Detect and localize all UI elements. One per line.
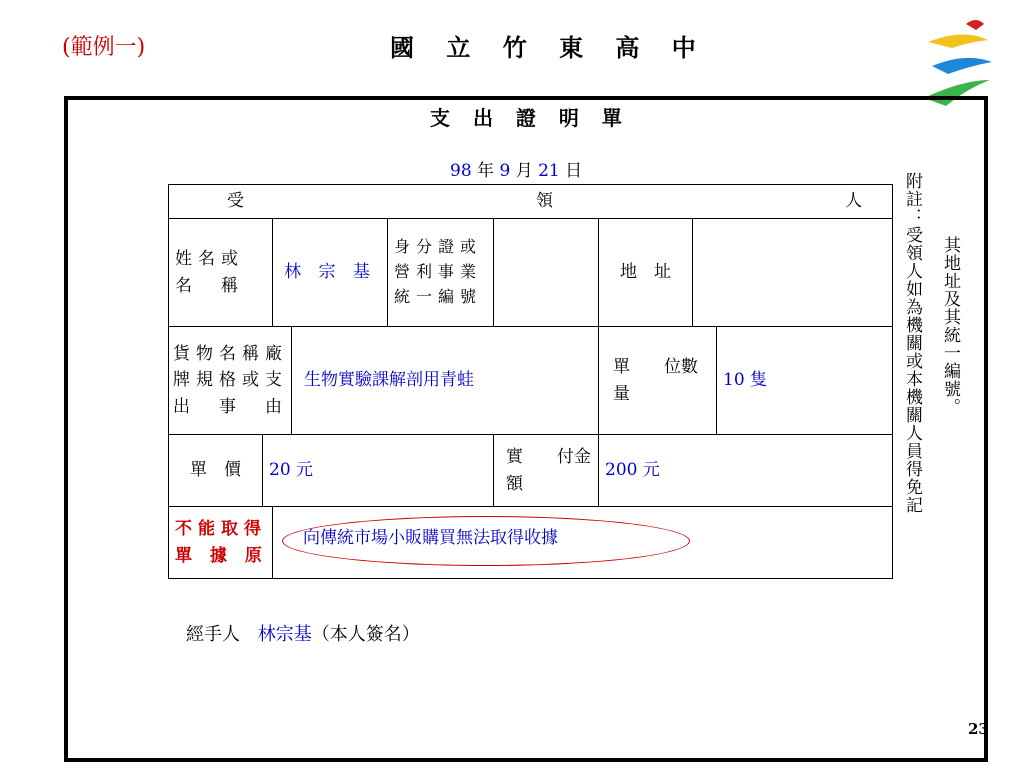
handler-label: 經手人 [186,624,240,645]
date-day-unit: 日 [565,161,583,181]
reason-highlight-oval [282,516,690,566]
paid-value: 200 元 [599,435,893,507]
date-month: 9 [499,161,511,181]
recipient-header [169,185,893,219]
page-number: 23 [968,720,989,738]
handler-suffix: （本人簽名） [311,624,420,645]
address-label: 地 址 [599,219,693,327]
id-label: 身分證或營利事業統一編號 [388,219,494,327]
unit-price-label: 單 價 [169,435,263,507]
reason-label: 不能取得單 據 原 [169,507,273,579]
date-line [450,156,582,181]
paid-label: 實 付金 額 [494,435,599,507]
note-column-1: 附註：受領人如為機關或本機關人員得免記 [902,172,922,514]
recipient-header-char-2: 領 [536,191,554,212]
name-value: 林 宗 基 [273,219,388,327]
unit-qty-value: 10 隻 [717,327,893,435]
goods-label: 貨物名稱廠牌規格或支出 事 由 [169,327,292,435]
handler-line [186,620,420,646]
recipient-header-char-3: 人 [845,191,863,212]
goods-value: 生物實驗課解剖用青蛙 [292,327,599,435]
id-value [494,219,599,327]
school-title: 國 立 竹 東 高 中 [390,33,708,62]
date-day: 21 [538,161,560,181]
handler-name: 林宗基 [257,624,312,645]
date-year-unit: 年 [477,161,495,181]
unit-price-value: 20 元 [263,435,494,507]
date-year: 98 [450,161,472,181]
note-column-2: 其地址及其統一編號。 [940,236,960,416]
name-label: 姓名或名 稱 [169,219,273,327]
date-month-unit: 月 [515,161,533,181]
address-value [693,219,893,327]
reason-value: 向傳統市場小販購買無法取得收據 [273,507,893,579]
form-title: 支 出 證 明 單 [430,106,630,130]
example-label: (範例一) [62,35,146,60]
recipient-header-char-1: 受 [227,191,244,212]
unit-qty-label: 單 位數 量 [599,327,717,435]
